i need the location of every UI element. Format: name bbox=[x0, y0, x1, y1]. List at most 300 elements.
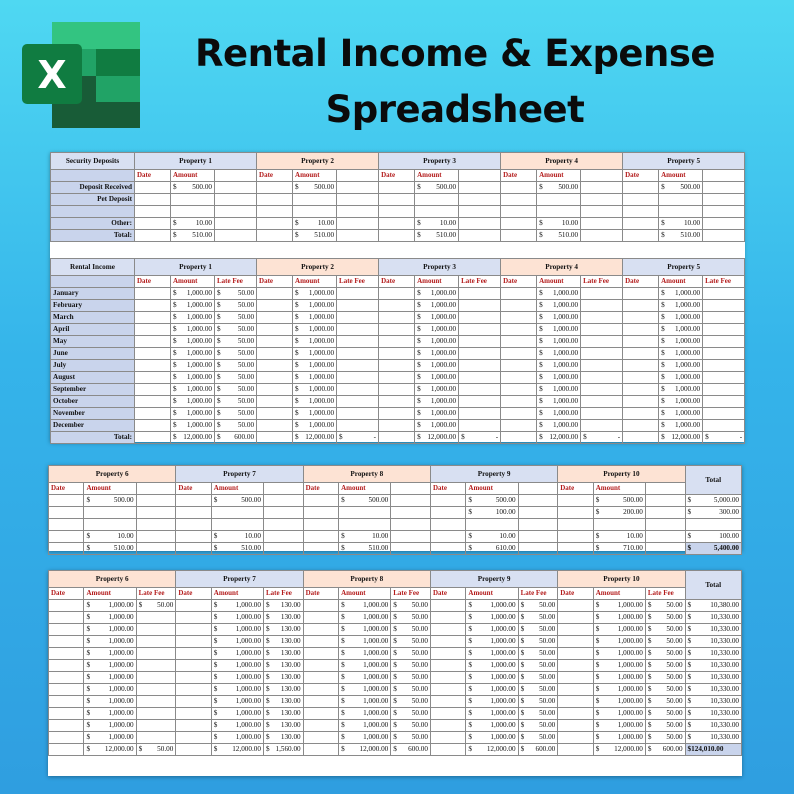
amount-cell[interactable] bbox=[84, 495, 136, 507]
amount-cell[interactable] bbox=[211, 495, 263, 507]
amount-cell[interactable] bbox=[466, 648, 518, 660]
late-fee-cell[interactable] bbox=[703, 408, 745, 420]
late-fee-cell[interactable] bbox=[581, 384, 623, 396]
date-cell[interactable] bbox=[49, 684, 84, 696]
date-cell[interactable] bbox=[49, 507, 84, 519]
date-cell[interactable] bbox=[379, 384, 415, 396]
late-fee-cell[interactable] bbox=[645, 660, 685, 672]
date-cell[interactable] bbox=[501, 336, 537, 348]
amount-cell[interactable] bbox=[293, 336, 337, 348]
date-cell[interactable] bbox=[303, 600, 338, 612]
late-fee-cell[interactable] bbox=[645, 684, 685, 696]
date-cell[interactable] bbox=[501, 372, 537, 384]
date-cell[interactable] bbox=[135, 396, 171, 408]
amount-cell[interactable] bbox=[339, 684, 391, 696]
late-fee-cell[interactable] bbox=[645, 732, 685, 744]
date-cell[interactable] bbox=[135, 288, 171, 300]
date-cell[interactable] bbox=[303, 720, 338, 732]
date-cell[interactable] bbox=[379, 396, 415, 408]
date-cell[interactable] bbox=[135, 312, 171, 324]
date-cell[interactable] bbox=[558, 600, 593, 612]
date-cell[interactable] bbox=[379, 300, 415, 312]
amount-cell[interactable] bbox=[84, 531, 136, 543]
date-cell[interactable] bbox=[257, 372, 293, 384]
late-fee-cell[interactable] bbox=[645, 600, 685, 612]
date-cell[interactable] bbox=[303, 732, 338, 744]
amount-cell[interactable] bbox=[537, 194, 581, 206]
amount-cell[interactable] bbox=[537, 396, 581, 408]
date-cell[interactable] bbox=[49, 612, 84, 624]
date-cell[interactable] bbox=[558, 720, 593, 732]
late-fee-cell[interactable] bbox=[337, 300, 379, 312]
late-fee-cell[interactable] bbox=[518, 708, 558, 720]
late-fee-cell[interactable] bbox=[136, 648, 176, 660]
amount-cell[interactable] bbox=[537, 420, 581, 432]
late-fee-cell[interactable] bbox=[215, 408, 257, 420]
amount-cell[interactable] bbox=[659, 206, 703, 218]
date-cell[interactable] bbox=[430, 732, 465, 744]
late-fee-cell[interactable] bbox=[337, 408, 379, 420]
late-fee-cell[interactable] bbox=[215, 348, 257, 360]
amount-cell[interactable] bbox=[171, 372, 215, 384]
late-fee-cell[interactable] bbox=[459, 396, 501, 408]
amount-cell[interactable] bbox=[211, 720, 263, 732]
amount-cell[interactable] bbox=[415, 300, 459, 312]
date-cell[interactable] bbox=[257, 218, 293, 230]
date-cell[interactable] bbox=[49, 519, 84, 531]
date-cell[interactable] bbox=[49, 531, 84, 543]
date-cell[interactable] bbox=[501, 420, 537, 432]
amount-cell[interactable] bbox=[659, 324, 703, 336]
date-cell[interactable] bbox=[623, 194, 659, 206]
amount-cell[interactable] bbox=[537, 312, 581, 324]
date-cell[interactable] bbox=[135, 194, 171, 206]
amount-cell[interactable] bbox=[211, 672, 263, 684]
date-cell[interactable] bbox=[430, 531, 465, 543]
amount-cell[interactable] bbox=[339, 624, 391, 636]
amount-cell[interactable] bbox=[84, 612, 136, 624]
date-cell[interactable] bbox=[303, 648, 338, 660]
date-cell[interactable] bbox=[430, 684, 465, 696]
amount-cell[interactable] bbox=[466, 660, 518, 672]
date-cell[interactable] bbox=[257, 312, 293, 324]
amount-cell[interactable] bbox=[339, 696, 391, 708]
amount-cell[interactable] bbox=[211, 696, 263, 708]
date-cell[interactable] bbox=[623, 348, 659, 360]
amount-cell[interactable] bbox=[593, 720, 645, 732]
amount-cell[interactable] bbox=[293, 420, 337, 432]
amount-cell[interactable] bbox=[84, 543, 136, 555]
late-fee-cell[interactable] bbox=[136, 696, 176, 708]
amount-cell[interactable] bbox=[659, 218, 703, 230]
late-fee-cell[interactable] bbox=[459, 324, 501, 336]
date-cell[interactable] bbox=[623, 372, 659, 384]
date-cell[interactable] bbox=[49, 720, 84, 732]
late-fee-cell[interactable] bbox=[215, 324, 257, 336]
amount-cell[interactable] bbox=[415, 206, 459, 218]
date-cell[interactable] bbox=[257, 288, 293, 300]
late-fee-cell[interactable] bbox=[263, 624, 303, 636]
amount-cell[interactable] bbox=[211, 708, 263, 720]
amount-cell[interactable] bbox=[171, 206, 215, 218]
amount-cell[interactable] bbox=[593, 696, 645, 708]
date-cell[interactable] bbox=[49, 732, 84, 744]
amount-cell[interactable] bbox=[171, 230, 215, 242]
date-cell[interactable] bbox=[430, 720, 465, 732]
date-cell[interactable] bbox=[623, 230, 659, 242]
date-cell[interactable] bbox=[430, 495, 465, 507]
date-cell[interactable] bbox=[49, 660, 84, 672]
late-fee-cell[interactable] bbox=[337, 348, 379, 360]
late-fee-cell[interactable] bbox=[337, 420, 379, 432]
late-fee-cell[interactable] bbox=[391, 660, 431, 672]
late-fee-cell[interactable] bbox=[703, 312, 745, 324]
date-cell[interactable] bbox=[135, 218, 171, 230]
amount-cell[interactable] bbox=[293, 230, 337, 242]
date-cell[interactable] bbox=[303, 519, 338, 531]
amount-cell[interactable] bbox=[211, 519, 263, 531]
amount-cell[interactable] bbox=[84, 732, 136, 744]
amount-cell[interactable] bbox=[593, 732, 645, 744]
date-cell[interactable] bbox=[303, 684, 338, 696]
late-fee-cell[interactable] bbox=[581, 348, 623, 360]
late-fee-cell[interactable] bbox=[581, 420, 623, 432]
date-cell[interactable] bbox=[379, 348, 415, 360]
date-cell[interactable] bbox=[558, 612, 593, 624]
late-fee-cell[interactable] bbox=[263, 732, 303, 744]
late-fee-cell[interactable] bbox=[391, 684, 431, 696]
amount-cell[interactable] bbox=[466, 624, 518, 636]
date-cell[interactable] bbox=[501, 230, 537, 242]
date-cell[interactable] bbox=[501, 300, 537, 312]
date-cell[interactable] bbox=[623, 300, 659, 312]
date-cell[interactable] bbox=[430, 708, 465, 720]
late-fee-cell[interactable] bbox=[459, 348, 501, 360]
date-cell[interactable] bbox=[303, 672, 338, 684]
amount-cell[interactable] bbox=[593, 660, 645, 672]
late-fee-cell[interactable] bbox=[136, 624, 176, 636]
date-cell[interactable] bbox=[49, 708, 84, 720]
amount-cell[interactable] bbox=[593, 684, 645, 696]
date-cell[interactable] bbox=[303, 636, 338, 648]
amount-cell[interactable] bbox=[293, 372, 337, 384]
date-cell[interactable] bbox=[257, 230, 293, 242]
amount-cell[interactable] bbox=[659, 288, 703, 300]
date-cell[interactable] bbox=[303, 495, 338, 507]
amount-cell[interactable] bbox=[339, 600, 391, 612]
late-fee-cell[interactable] bbox=[645, 672, 685, 684]
date-cell[interactable] bbox=[558, 531, 593, 543]
amount-cell[interactable] bbox=[415, 312, 459, 324]
amount-cell[interactable] bbox=[84, 507, 136, 519]
late-fee-cell[interactable] bbox=[459, 336, 501, 348]
amount-cell[interactable] bbox=[593, 543, 645, 555]
date-cell[interactable] bbox=[623, 182, 659, 194]
date-cell[interactable] bbox=[135, 384, 171, 396]
late-fee-cell[interactable] bbox=[581, 408, 623, 420]
date-cell[interactable] bbox=[379, 182, 415, 194]
date-cell[interactable] bbox=[623, 206, 659, 218]
amount-cell[interactable] bbox=[593, 648, 645, 660]
amount-cell[interactable] bbox=[537, 218, 581, 230]
late-fee-cell[interactable] bbox=[391, 732, 431, 744]
date-cell[interactable] bbox=[49, 495, 84, 507]
date-cell[interactable] bbox=[49, 543, 84, 555]
amount-cell[interactable] bbox=[466, 600, 518, 612]
amount-cell[interactable] bbox=[537, 372, 581, 384]
date-cell[interactable] bbox=[623, 384, 659, 396]
amount-cell[interactable] bbox=[537, 230, 581, 242]
amount-cell[interactable] bbox=[593, 495, 645, 507]
amount-cell[interactable] bbox=[339, 531, 391, 543]
date-cell[interactable] bbox=[558, 708, 593, 720]
late-fee-cell[interactable] bbox=[136, 612, 176, 624]
late-fee-cell[interactable] bbox=[645, 720, 685, 732]
date-cell[interactable] bbox=[176, 636, 211, 648]
late-fee-cell[interactable] bbox=[136, 600, 176, 612]
amount-cell[interactable] bbox=[466, 684, 518, 696]
date-cell[interactable] bbox=[379, 420, 415, 432]
date-cell[interactable] bbox=[379, 206, 415, 218]
late-fee-cell[interactable] bbox=[391, 720, 431, 732]
late-fee-cell[interactable] bbox=[215, 336, 257, 348]
date-cell[interactable] bbox=[135, 182, 171, 194]
amount-cell[interactable] bbox=[84, 672, 136, 684]
date-cell[interactable] bbox=[501, 384, 537, 396]
late-fee-cell[interactable] bbox=[263, 648, 303, 660]
date-cell[interactable] bbox=[257, 384, 293, 396]
amount-cell[interactable] bbox=[293, 408, 337, 420]
late-fee-cell[interactable] bbox=[518, 636, 558, 648]
date-cell[interactable] bbox=[430, 648, 465, 660]
late-fee-cell[interactable] bbox=[215, 360, 257, 372]
amount-cell[interactable] bbox=[659, 372, 703, 384]
late-fee-cell[interactable] bbox=[337, 384, 379, 396]
date-cell[interactable] bbox=[176, 624, 211, 636]
date-cell[interactable] bbox=[379, 372, 415, 384]
amount-cell[interactable] bbox=[211, 648, 263, 660]
late-fee-cell[interactable] bbox=[518, 672, 558, 684]
amount-cell[interactable] bbox=[211, 732, 263, 744]
amount-cell[interactable] bbox=[171, 194, 215, 206]
date-cell[interactable] bbox=[501, 408, 537, 420]
date-cell[interactable] bbox=[558, 636, 593, 648]
amount-cell[interactable] bbox=[293, 324, 337, 336]
amount-cell[interactable] bbox=[339, 672, 391, 684]
amount-cell[interactable] bbox=[415, 218, 459, 230]
date-cell[interactable] bbox=[501, 324, 537, 336]
amount-cell[interactable] bbox=[659, 300, 703, 312]
date-cell[interactable] bbox=[558, 672, 593, 684]
late-fee-cell[interactable] bbox=[215, 312, 257, 324]
date-cell[interactable] bbox=[501, 360, 537, 372]
amount-cell[interactable] bbox=[293, 360, 337, 372]
late-fee-cell[interactable] bbox=[459, 384, 501, 396]
late-fee-cell[interactable] bbox=[518, 660, 558, 672]
amount-cell[interactable] bbox=[659, 194, 703, 206]
late-fee-cell[interactable] bbox=[703, 420, 745, 432]
date-cell[interactable] bbox=[49, 672, 84, 684]
amount-cell[interactable] bbox=[171, 312, 215, 324]
date-cell[interactable] bbox=[176, 495, 211, 507]
amount-cell[interactable] bbox=[415, 230, 459, 242]
late-fee-cell[interactable] bbox=[459, 360, 501, 372]
late-fee-cell[interactable] bbox=[263, 708, 303, 720]
late-fee-cell[interactable] bbox=[263, 600, 303, 612]
date-cell[interactable] bbox=[430, 507, 465, 519]
date-cell[interactable] bbox=[623, 218, 659, 230]
late-fee-cell[interactable] bbox=[645, 708, 685, 720]
date-cell[interactable] bbox=[176, 660, 211, 672]
amount-cell[interactable] bbox=[415, 384, 459, 396]
late-fee-cell[interactable] bbox=[703, 324, 745, 336]
amount-cell[interactable] bbox=[171, 348, 215, 360]
date-cell[interactable] bbox=[501, 348, 537, 360]
amount-cell[interactable] bbox=[415, 182, 459, 194]
late-fee-cell[interactable] bbox=[391, 600, 431, 612]
amount-cell[interactable] bbox=[293, 300, 337, 312]
date-cell[interactable] bbox=[501, 288, 537, 300]
late-fee-cell[interactable] bbox=[391, 624, 431, 636]
date-cell[interactable] bbox=[49, 648, 84, 660]
date-cell[interactable] bbox=[558, 543, 593, 555]
late-fee-cell[interactable] bbox=[518, 624, 558, 636]
date-cell[interactable] bbox=[558, 648, 593, 660]
late-fee-cell[interactable] bbox=[136, 636, 176, 648]
date-cell[interactable] bbox=[257, 348, 293, 360]
amount-cell[interactable] bbox=[466, 696, 518, 708]
late-fee-cell[interactable] bbox=[337, 312, 379, 324]
amount-cell[interactable] bbox=[466, 507, 518, 519]
late-fee-cell[interactable] bbox=[518, 648, 558, 660]
date-cell[interactable] bbox=[135, 420, 171, 432]
date-cell[interactable] bbox=[257, 336, 293, 348]
late-fee-cell[interactable] bbox=[459, 408, 501, 420]
late-fee-cell[interactable] bbox=[703, 384, 745, 396]
amount-cell[interactable] bbox=[171, 324, 215, 336]
date-cell[interactable] bbox=[257, 194, 293, 206]
date-cell[interactable] bbox=[430, 600, 465, 612]
date-cell[interactable] bbox=[303, 624, 338, 636]
late-fee-cell[interactable] bbox=[337, 372, 379, 384]
amount-cell[interactable] bbox=[593, 519, 645, 531]
amount-cell[interactable] bbox=[293, 182, 337, 194]
late-fee-cell[interactable] bbox=[581, 396, 623, 408]
date-cell[interactable] bbox=[430, 624, 465, 636]
late-fee-cell[interactable] bbox=[459, 288, 501, 300]
amount-cell[interactable] bbox=[659, 336, 703, 348]
amount-cell[interactable] bbox=[537, 408, 581, 420]
amount-cell[interactable] bbox=[537, 384, 581, 396]
date-cell[interactable] bbox=[257, 182, 293, 194]
late-fee-cell[interactable] bbox=[263, 612, 303, 624]
date-cell[interactable] bbox=[623, 312, 659, 324]
late-fee-cell[interactable] bbox=[263, 636, 303, 648]
date-cell[interactable] bbox=[303, 696, 338, 708]
late-fee-cell[interactable] bbox=[581, 360, 623, 372]
date-cell[interactable] bbox=[558, 684, 593, 696]
amount-cell[interactable] bbox=[537, 360, 581, 372]
amount-cell[interactable] bbox=[84, 519, 136, 531]
late-fee-cell[interactable] bbox=[136, 708, 176, 720]
amount-cell[interactable] bbox=[415, 420, 459, 432]
date-cell[interactable] bbox=[623, 288, 659, 300]
date-cell[interactable] bbox=[49, 600, 84, 612]
amount-cell[interactable] bbox=[415, 396, 459, 408]
amount-cell[interactable] bbox=[593, 636, 645, 648]
date-cell[interactable] bbox=[135, 300, 171, 312]
date-cell[interactable] bbox=[623, 324, 659, 336]
amount-cell[interactable] bbox=[593, 708, 645, 720]
late-fee-cell[interactable] bbox=[337, 288, 379, 300]
late-fee-cell[interactable] bbox=[459, 312, 501, 324]
amount-cell[interactable] bbox=[537, 182, 581, 194]
date-cell[interactable] bbox=[379, 336, 415, 348]
date-cell[interactable] bbox=[135, 408, 171, 420]
late-fee-cell[interactable] bbox=[645, 636, 685, 648]
date-cell[interactable] bbox=[135, 348, 171, 360]
late-fee-cell[interactable] bbox=[459, 420, 501, 432]
amount-cell[interactable] bbox=[339, 648, 391, 660]
late-fee-cell[interactable] bbox=[581, 300, 623, 312]
amount-cell[interactable] bbox=[659, 230, 703, 242]
amount-cell[interactable] bbox=[339, 495, 391, 507]
amount-cell[interactable] bbox=[293, 288, 337, 300]
amount-cell[interactable] bbox=[339, 732, 391, 744]
date-cell[interactable] bbox=[176, 519, 211, 531]
amount-cell[interactable] bbox=[339, 612, 391, 624]
late-fee-cell[interactable] bbox=[703, 372, 745, 384]
amount-cell[interactable] bbox=[84, 684, 136, 696]
late-fee-cell[interactable] bbox=[391, 708, 431, 720]
late-fee-cell[interactable] bbox=[581, 312, 623, 324]
late-fee-cell[interactable] bbox=[215, 396, 257, 408]
late-fee-cell[interactable] bbox=[391, 672, 431, 684]
amount-cell[interactable] bbox=[415, 194, 459, 206]
date-cell[interactable] bbox=[501, 206, 537, 218]
amount-cell[interactable] bbox=[466, 720, 518, 732]
amount-cell[interactable] bbox=[84, 696, 136, 708]
date-cell[interactable] bbox=[303, 531, 338, 543]
date-cell[interactable] bbox=[135, 372, 171, 384]
late-fee-cell[interactable] bbox=[136, 732, 176, 744]
late-fee-cell[interactable] bbox=[391, 612, 431, 624]
late-fee-cell[interactable] bbox=[263, 696, 303, 708]
date-cell[interactable] bbox=[623, 408, 659, 420]
late-fee-cell[interactable] bbox=[703, 288, 745, 300]
amount-cell[interactable] bbox=[84, 600, 136, 612]
date-cell[interactable] bbox=[501, 396, 537, 408]
date-cell[interactable] bbox=[135, 336, 171, 348]
date-cell[interactable] bbox=[257, 408, 293, 420]
date-cell[interactable] bbox=[623, 360, 659, 372]
late-fee-cell[interactable] bbox=[703, 348, 745, 360]
date-cell[interactable] bbox=[558, 507, 593, 519]
date-cell[interactable] bbox=[303, 660, 338, 672]
date-cell[interactable] bbox=[176, 600, 211, 612]
late-fee-cell[interactable] bbox=[645, 648, 685, 660]
date-cell[interactable] bbox=[176, 507, 211, 519]
date-cell[interactable] bbox=[623, 396, 659, 408]
late-fee-cell[interactable] bbox=[581, 372, 623, 384]
amount-cell[interactable] bbox=[659, 384, 703, 396]
amount-cell[interactable] bbox=[171, 384, 215, 396]
amount-cell[interactable] bbox=[593, 612, 645, 624]
date-cell[interactable] bbox=[501, 194, 537, 206]
amount-cell[interactable] bbox=[339, 519, 391, 531]
amount-cell[interactable] bbox=[466, 495, 518, 507]
amount-cell[interactable] bbox=[659, 348, 703, 360]
